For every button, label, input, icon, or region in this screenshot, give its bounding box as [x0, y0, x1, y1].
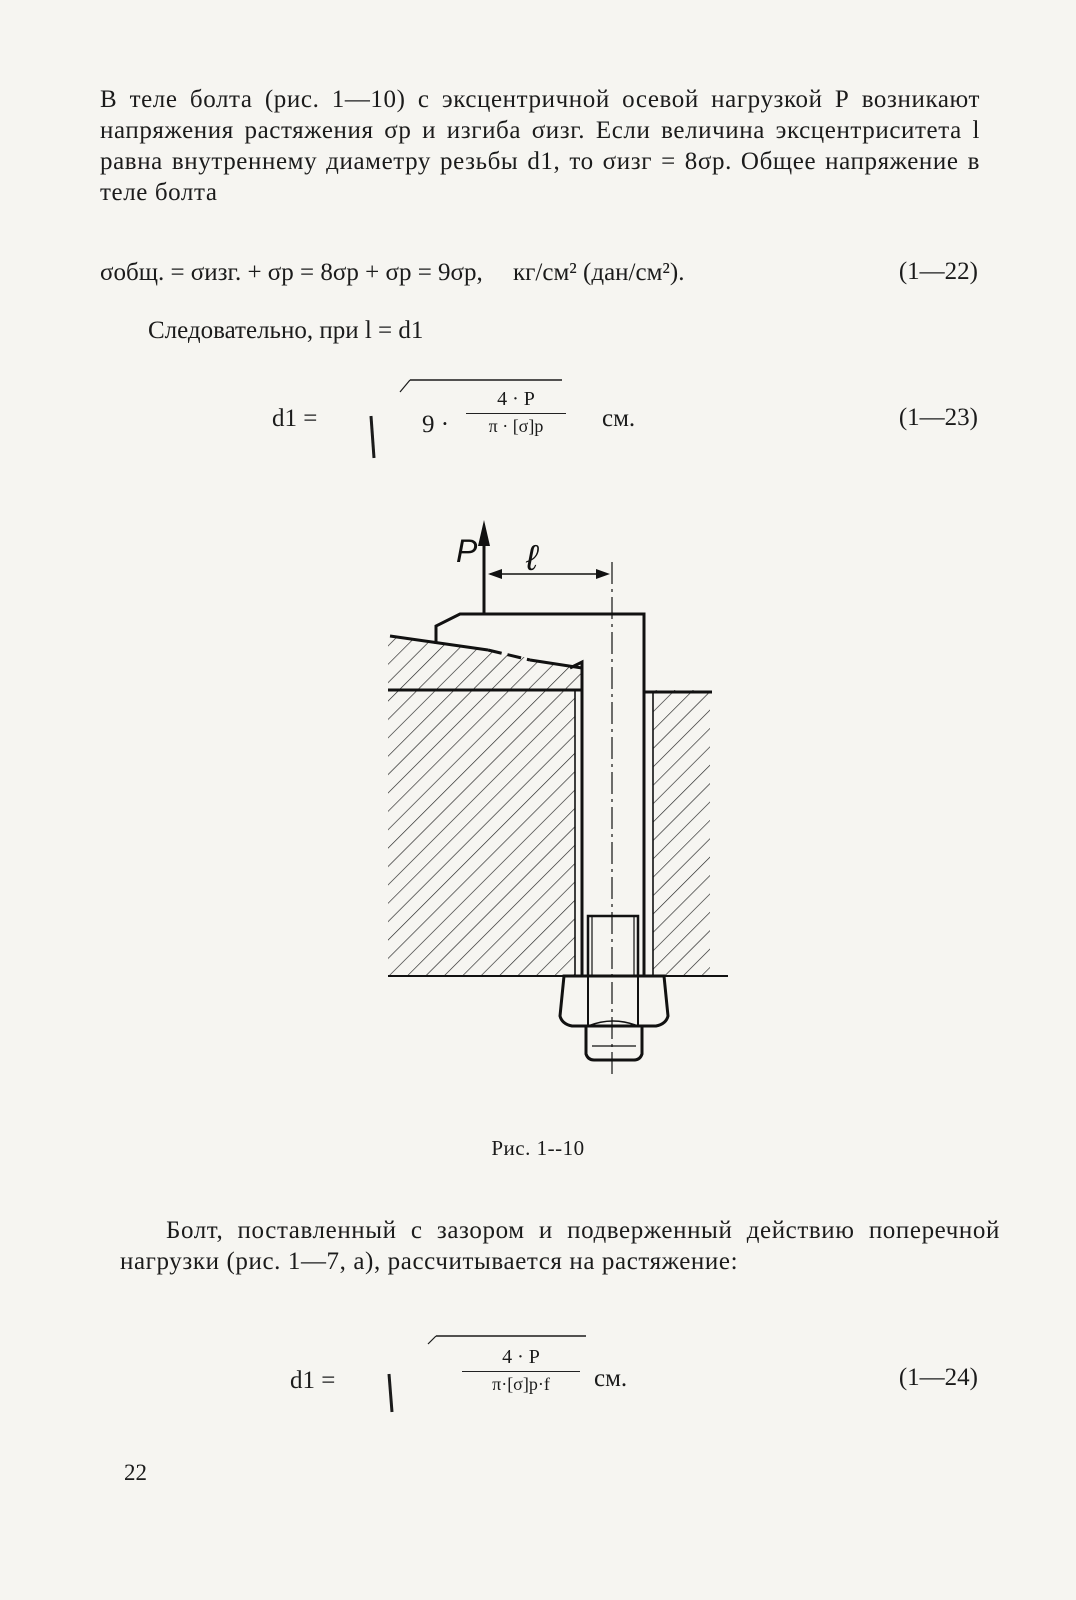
equation-1-23-number: (1—23): [898, 404, 978, 431]
bolt-diagram: [370, 498, 730, 1088]
lower-part-right-hatch: [653, 690, 710, 976]
equation-1-23-denominator: π · [σ]р: [488, 416, 544, 436]
figure-caption: Рис. 1--10: [491, 1136, 585, 1160]
equation-1-23-lhs: d1 =: [272, 405, 318, 432]
equation-1-24-numerator: 4 · P: [462, 1346, 580, 1372]
nut: [560, 976, 668, 1026]
equation-1-24-denominator: π·[σ]р·f: [492, 1374, 550, 1394]
equation-1-22-number: (1—22): [898, 258, 978, 285]
eccentricity-label: ℓ: [526, 537, 538, 578]
equation-1-24-number: (1—24): [898, 1364, 978, 1391]
equation-1-22-units: кг/см² (дан/см²).: [513, 259, 685, 286]
lower-part-left-hatch: [388, 690, 575, 976]
paragraph-eccentric-load: В теле болта (рис. 1—10) с эксцентричной осевой нагрузкой Р возникают напряжения растяжения σр и изгиба σизг. Если величина эксцентриситета l равна внутреннему диаметру резьбы d1, то σизг = 8σр. Общее напряжение в теле болта: [100, 86, 980, 206]
equation-1-23-fraction: [466, 388, 566, 437]
equation-1-23-numerator: 4 · P: [466, 388, 566, 414]
equation-1-23-unit: см.: [602, 405, 636, 432]
bolt-thread: [588, 916, 638, 976]
paragraph-transverse-load: Болт, поставленный с зазором и подверженный действию поперечной нагрузки (рис. 1—7, а), рассчитывается на растяжение:: [120, 1217, 1000, 1275]
bolt-end: [586, 1026, 642, 1060]
equation-1-23-coef: 9 ·: [422, 411, 450, 438]
equation-1-24-lhs: d1 =: [290, 1367, 336, 1394]
equation-1-24-unit: см.: [594, 1365, 628, 1392]
equation-1-22-formula: σобщ. = σизг. + σр = 8σр + σр = 9σр,: [100, 259, 483, 286]
force-label: P: [456, 533, 478, 569]
equation-1-24-fraction: [462, 1346, 580, 1395]
consequently-text: Следовательно, при l = d1: [148, 317, 424, 344]
page-number: 22: [124, 1460, 147, 1485]
equation-1-22: [100, 258, 684, 288]
